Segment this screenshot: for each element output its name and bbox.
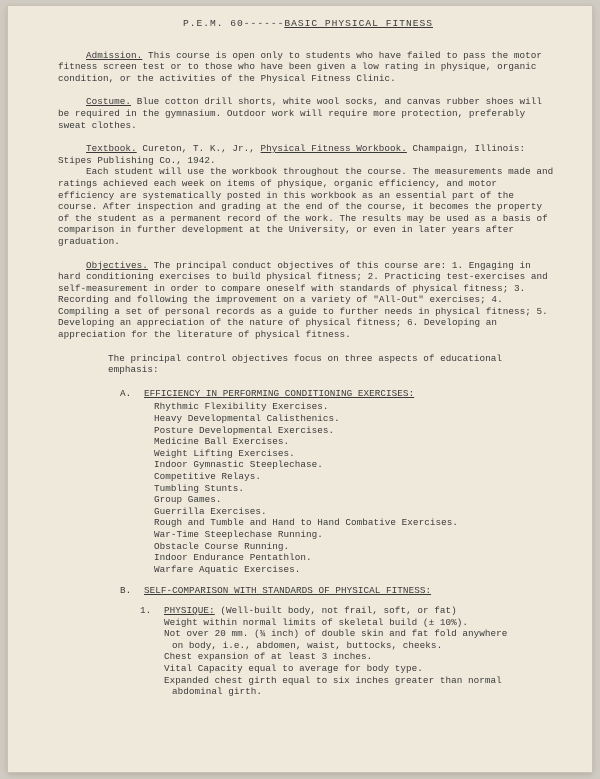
section-a-heading bbox=[120, 388, 558, 400]
document-page bbox=[8, 6, 592, 772]
page-title bbox=[58, 18, 558, 30]
physique-item-text: Not over 20 mm. (¾ inch) of double skin and fat fold anywhere bbox=[164, 628, 508, 640]
list-item: Warfare Aquatic Exercises. bbox=[154, 563, 301, 575]
list-item: Rough and Tumble and Hand to Hand Combative Exercises. bbox=[154, 517, 458, 529]
section-b-title: SELF-COMPARISON WITH STANDARDS OF PHYSICAL FITNESS: bbox=[144, 585, 432, 597]
physique-item-text: Chest expansion of at least 3 inches. bbox=[164, 651, 373, 663]
section-b-label: B. bbox=[120, 585, 132, 597]
physique-item-text: Weight within normal limits of skeletal build (± 10%). bbox=[164, 616, 468, 628]
course-code: P.E.M. 60------ bbox=[182, 18, 285, 29]
list-item: Medicine Ball Exercises. bbox=[154, 436, 290, 448]
list-item bbox=[164, 675, 558, 698]
physique-item-text: Vital Capacity equal to average for body type. bbox=[164, 662, 423, 674]
physique-note: (Well-built body, not frail, soft, or fat) bbox=[220, 604, 457, 616]
list-item: Rhythmic Flexibility Exercises. bbox=[154, 401, 329, 413]
section-b bbox=[120, 585, 558, 597]
list-item bbox=[164, 628, 558, 651]
list-item bbox=[164, 617, 558, 629]
list-item: Group Games. bbox=[154, 494, 222, 506]
textbook-author: Cureton, T. K., Jr., bbox=[142, 143, 255, 155]
physique-number: 1. bbox=[140, 604, 152, 616]
section-b-heading bbox=[120, 585, 558, 597]
objectives-paragraph bbox=[58, 260, 558, 341]
list-item: Indoor Gymnastic Steeplechase. bbox=[154, 459, 323, 471]
costume-paragraph bbox=[58, 96, 558, 131]
physique-item-text: Expanded chest girth equal to six inches greater than normal bbox=[164, 674, 502, 686]
list-item: Competitive Relays. bbox=[154, 471, 261, 482]
textbook-heading: Textbook. bbox=[86, 143, 137, 155]
course-title: BASIC PHYSICAL FITNESS bbox=[284, 18, 434, 29]
costume-text: Blue cotton drill shorts, white wool socks, and canvas rubber shoes will be required in the gymnasium. Outdoor work will require more protection, preferably sweat clothes. bbox=[58, 96, 542, 131]
list-item: Tumbling Stunts. bbox=[154, 482, 245, 494]
admission-heading: Admission. bbox=[86, 49, 143, 61]
section-a bbox=[120, 388, 558, 400]
textbook-publisher: Champaign, Illinois: Stipes Publishing Co., 1942. bbox=[58, 143, 526, 166]
textbook-title: Physical Fitness Workbook. bbox=[260, 143, 407, 155]
textbook-description: Each student will use the workbook throughout the course. The measurements made and ratings achieved each week on items of physique, organic efficiency, and motor efficiency are systematically posted in this workbook as an essential part of the course. After inspection and grading at the end of the course, it becomes the property of the student as a permanent record of the work. The results may be used as a basis of comparison in further development at the University, or even in later years after graduation. bbox=[58, 166, 554, 247]
physique-item-continuation: abdominal girth. bbox=[172, 686, 263, 698]
physique-block bbox=[140, 605, 558, 698]
list-item bbox=[164, 663, 558, 675]
admission-paragraph bbox=[58, 50, 558, 85]
list-item: Obstacle Course Running. bbox=[154, 540, 290, 552]
costume-heading: Costume. bbox=[86, 96, 132, 108]
list-item: Indoor Endurance Pentathlon. bbox=[154, 552, 312, 564]
physique-heading-line bbox=[140, 605, 558, 617]
list-item: Weight Lifting Exercises. bbox=[154, 447, 295, 459]
section-a-title: EFFICIENCY IN PERFORMING CONDITIONING EXERCISES: bbox=[144, 387, 415, 399]
objectives-heading: Objectives. bbox=[86, 259, 148, 271]
section-a-list bbox=[154, 401, 558, 575]
textbook-paragraph bbox=[58, 143, 558, 247]
list-item bbox=[164, 651, 558, 663]
control-objectives-intro: The principal control objectives focus on three aspects of educational emphasis: bbox=[108, 352, 503, 376]
list-item: Posture Developmental Exercises. bbox=[154, 424, 335, 436]
document-body bbox=[58, 16, 558, 698]
admission-text: This course is open only to students who have failed to pass the motor fitness screen test or to those who have been given a low rating in physique, organic condition, or the activities of the Physical Fitness Clinic. bbox=[58, 49, 542, 84]
list-item: Guerrilla Exercises. bbox=[154, 505, 267, 517]
list-item: War-Time Steeplechase Running. bbox=[154, 528, 323, 540]
physique-item-continuation: on body, i.e., abdomen, waist, buttocks, cheeks. bbox=[172, 639, 443, 651]
list-item: Heavy Developmental Calisthenics. bbox=[154, 413, 340, 425]
section-a-label: A. bbox=[120, 387, 132, 399]
physique-heading: PHYSIQUE: bbox=[164, 604, 215, 616]
physique-list bbox=[164, 617, 558, 698]
textbook-citation bbox=[58, 143, 558, 166]
objectives-text: The principal conduct objectives of this course are: 1. Engaging in hard conditioning exercises to build physical fitness; 2. Practicing test-exercises and self-measurement in order to compare oneself with standards of physical fitness; 3. Recording and following the improvement on a variety of "All-Out" exercises; 4. Compiling a set of personal records as a guide to further needs in physical fitness; 5. Developing an appreciation of the nature of physical fitness; 6. Developing an appreciation for the literature of physical fitness. bbox=[58, 259, 548, 341]
